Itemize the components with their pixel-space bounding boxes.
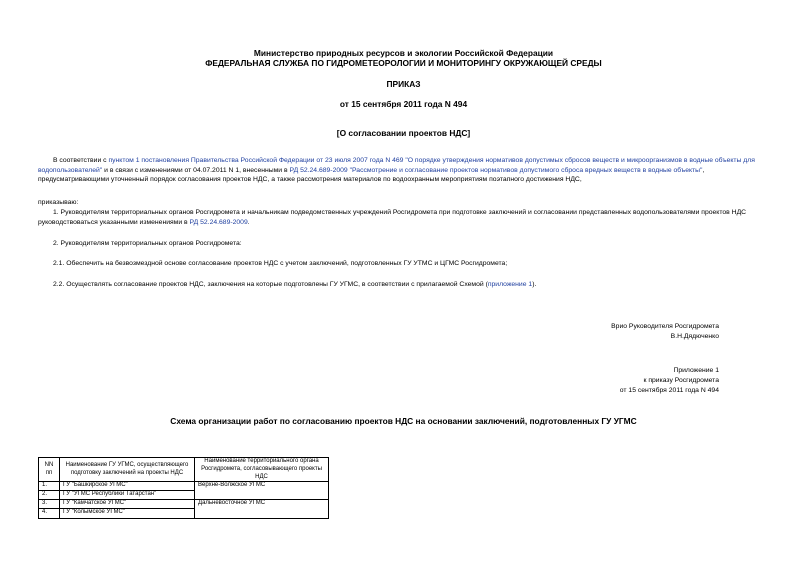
date-number: от 15 сентября 2011 года N 494 bbox=[339, 99, 468, 109]
row-ugms: ГУ "Камчатское УГМС" bbox=[60, 499, 195, 509]
ministry-title: Министерство природных ресурсов и экологии Российской Федерации bbox=[253, 48, 554, 58]
doc-subject: [О согласовании проектов НДС] bbox=[336, 128, 471, 138]
col-header-ugms: Наименование ГУ УГМС, осуществляющего подготовку заключений на проекты НДС bbox=[60, 458, 195, 482]
appendix-1-link[interactable]: приложение 1 bbox=[487, 281, 533, 288]
preamble-text-2: и в связи с изменениями от 04.07.2011 N 1, внесенными в bbox=[102, 166, 290, 174]
appendix-reference bbox=[620, 366, 719, 395]
appendix-line-3: от 15 сентября 2011 года N 494 bbox=[619, 386, 719, 394]
signature bbox=[611, 322, 719, 342]
item-1 bbox=[38, 208, 770, 227]
order-word: приказываю: bbox=[38, 199, 79, 206]
doc-type: ПРИКАЗ bbox=[386, 79, 421, 89]
row-ugms: ГУ "Башкирское УГМС" bbox=[60, 482, 195, 491]
service-title: ФЕДЕРАЛЬНАЯ СЛУЖБА ПО ГИДРОМЕТЕОРОЛОГИИ И МОНИТОРИНГУ ОКРУЖАЮЩЕЙ СРЕДЫ bbox=[205, 58, 602, 68]
item-1-end: . bbox=[247, 218, 250, 226]
preamble-text-3: , предусматривающими уточненный порядок согласования проектов НДС, а также рассмотрения материалов по водоохранным мероприятиям поэтапного достижения НДС, bbox=[38, 166, 705, 184]
decree-469-link[interactable]: пунктом 1 постановления Правительства Российской Федерации от 23 июля 2007 года N 469 "О порядке утверждения нормативов допустимых сбросов веществ и микроорганизмов в водные объекты для водопользователей" bbox=[38, 157, 755, 174]
row-ugms: ГУ "Колымское УГМС" bbox=[60, 509, 195, 519]
item-2-2-end: ). bbox=[532, 281, 537, 288]
appendix-line-1: Приложение 1 bbox=[673, 367, 719, 374]
row-number: 2. bbox=[39, 491, 60, 500]
table-row bbox=[39, 499, 329, 509]
item-2: 2. Руководителям территориальных органов Росгидромета: bbox=[53, 240, 242, 247]
preamble-text-1: В соответствии с bbox=[53, 157, 109, 164]
col-header-number: NN пп bbox=[39, 458, 60, 482]
row-number: 3. bbox=[39, 499, 60, 509]
row-ugms: ГУ "УГМС Республики Татарстан" bbox=[60, 491, 195, 500]
rd-link[interactable]: РД 52.24.689-2009 "Рассмотрение и согласование проектов нормативов допустимого сброса вредных веществ в водные объекты" bbox=[289, 166, 703, 174]
signature-position: Врио Руководителя Росгидромета bbox=[611, 323, 719, 330]
row-organ: Верхне-Волжское УГМС bbox=[195, 482, 329, 500]
appendix-line-2: к приказу Росгидромета bbox=[643, 376, 719, 384]
item-1-rd-link[interactable]: РД 52.24.689-2009 bbox=[189, 218, 248, 226]
scheme-title: Схема организации работ по согласованию проектов НДС на основании заключений, подготовленных ГУ УГМС bbox=[170, 416, 637, 426]
item-2-1: 2.1. Обеспечить на безвозмездной основе согласование проектов НДС с учетом заключений, подготовленных ГУ УТМС и ЦГМС Росгидромета; bbox=[53, 260, 508, 267]
table-row bbox=[39, 482, 329, 491]
row-number: 4. bbox=[39, 509, 60, 519]
col-header-organ: Наименование территориального органа Росгидромета, согласовывающего проекты НДС bbox=[195, 458, 329, 482]
row-organ: Дальневосточное УГМС bbox=[195, 499, 329, 518]
item-2-2-text: 2.2. Осуществлять согласование проектов НДС, заключения на которые подготовлены ГУ УГМС, в соответствии с прилагаемой Схемой ( bbox=[53, 281, 488, 288]
table-header-row bbox=[39, 458, 329, 482]
scheme-table bbox=[38, 457, 329, 519]
row-number: 1. bbox=[39, 482, 60, 491]
item-1-text: 1. Руководителям территориальных органов Росгидромета и начальникам подведомственных учреждений Росгидромета при подготовке заключений и согласовании представленных водопользователями проектов НДС руководствоваться указанными изменениями в bbox=[38, 209, 747, 226]
preamble bbox=[38, 156, 770, 185]
signature-name: В.Н.Дядюченко bbox=[670, 332, 719, 340]
item-2-2 bbox=[53, 280, 536, 290]
